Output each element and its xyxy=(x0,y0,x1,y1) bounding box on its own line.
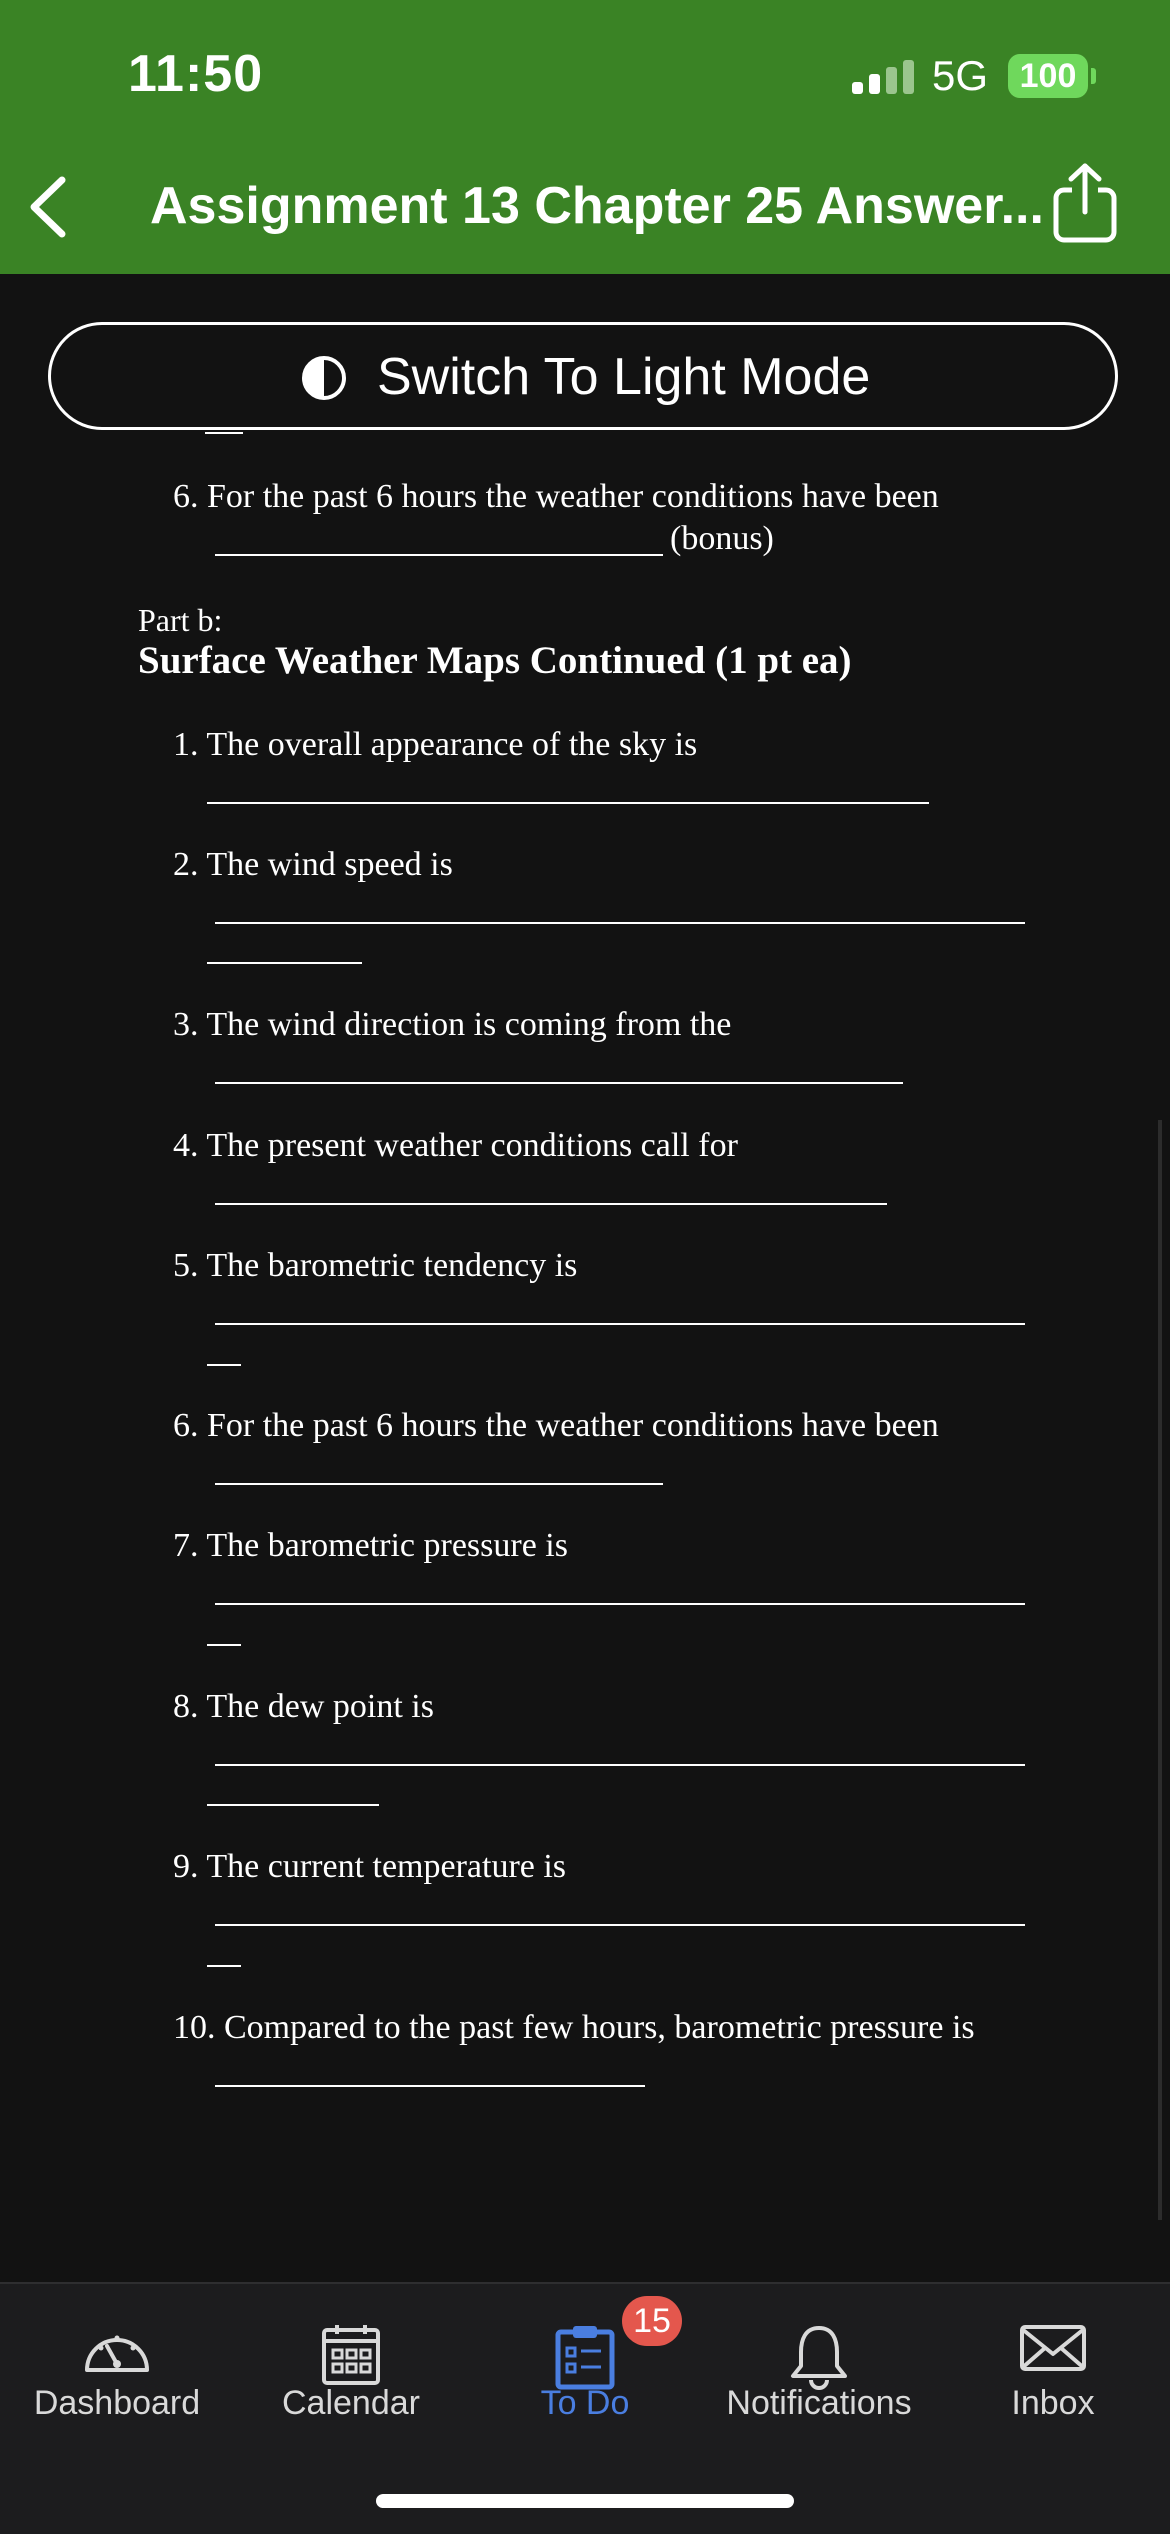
tab-label: Calendar xyxy=(282,2384,420,2422)
answer-line xyxy=(215,1924,1025,1926)
answer-line xyxy=(215,1323,1025,1325)
question-8: 8. The dew point is xyxy=(173,1688,434,1725)
contrast-icon xyxy=(301,355,347,401)
answer-line xyxy=(215,2085,645,2087)
network-type: 5G xyxy=(932,52,989,99)
home-indicator[interactable] xyxy=(376,2494,794,2508)
answer-line-fragment xyxy=(207,1804,379,1806)
cellular-signal-icon xyxy=(852,60,916,94)
share-button[interactable] xyxy=(1050,162,1120,244)
answer-line-fragment xyxy=(207,1644,241,1646)
question-7: 7. The barometric pressure is xyxy=(173,1527,568,1564)
answer-line xyxy=(207,802,929,804)
chevron-left-icon xyxy=(22,172,82,242)
dashboard-gauge-icon xyxy=(81,2324,153,2374)
tab-calendar[interactable] xyxy=(234,2284,468,2444)
bell-icon xyxy=(787,2324,851,2390)
top-bar xyxy=(0,0,1170,274)
question-3: 3. The wind direction is coming from the xyxy=(173,1006,732,1043)
clipboard-icon xyxy=(555,2324,615,2390)
bonus-label: (bonus) xyxy=(670,520,774,557)
part-label: Part b: xyxy=(138,602,223,638)
answer-line xyxy=(215,1483,663,1485)
question-1: 1. The overall appearance of the sky is xyxy=(173,726,698,763)
answer-line xyxy=(215,1082,903,1084)
tab-dashboard[interactable] xyxy=(0,2284,234,2444)
answer-line xyxy=(215,554,663,556)
answer-line xyxy=(215,1603,1025,1605)
answer-line-fragment xyxy=(207,1965,241,1967)
battery-icon: 100 xyxy=(1008,54,1088,98)
tab-label: Dashboard xyxy=(33,2384,201,2422)
previous-question-6: 6. For the past 6 hours the weather conditions have been xyxy=(173,478,939,515)
answer-line xyxy=(215,1203,887,1205)
battery-tip xyxy=(1091,68,1096,84)
answer-line xyxy=(215,1764,1025,1766)
question-2: 2. The wind speed is xyxy=(173,846,453,883)
todo-count-badge: 15 xyxy=(622,2296,682,2346)
answer-line-fragment xyxy=(207,1364,241,1366)
question-6: 6. For the past 6 hours the weather conditions have been xyxy=(173,1407,939,1444)
status-time: 11:50 xyxy=(128,45,264,103)
section-heading: Surface Weather Maps Continued (1 pt ea) xyxy=(138,639,852,682)
tab-label: To Do xyxy=(540,2384,630,2422)
switch-to-light-mode-button[interactable] xyxy=(48,322,1118,430)
question-10: 10. Compared to the past few hours, barometric pressure is xyxy=(173,2009,975,2046)
tab-notifications[interactable] xyxy=(702,2284,936,2444)
scrollbar[interactable] xyxy=(1158,1120,1162,2220)
calendar-icon xyxy=(321,2324,381,2386)
question-5: 5. The barometric tendency is xyxy=(173,1247,578,1284)
answer-line-fragment xyxy=(207,962,362,964)
answer-line xyxy=(215,922,1025,924)
envelope-icon xyxy=(1019,2324,1087,2372)
share-icon xyxy=(1050,162,1120,244)
tab-label: Notifications xyxy=(726,2384,912,2422)
tab-inbox[interactable] xyxy=(936,2284,1170,2444)
tab-to-do[interactable] xyxy=(468,2284,702,2444)
tab-label: Inbox xyxy=(1011,2384,1095,2422)
light-mode-label: Switch To Light Mode xyxy=(377,348,871,406)
question-4: 4. The present weather conditions call for xyxy=(173,1127,738,1164)
back-button[interactable] xyxy=(22,172,82,242)
answer-line-fragment xyxy=(205,432,243,434)
question-9: 9. The current temperature is xyxy=(173,1848,567,1885)
page-title: Assignment 13 Chapter 25 Answer... xyxy=(150,177,1044,235)
